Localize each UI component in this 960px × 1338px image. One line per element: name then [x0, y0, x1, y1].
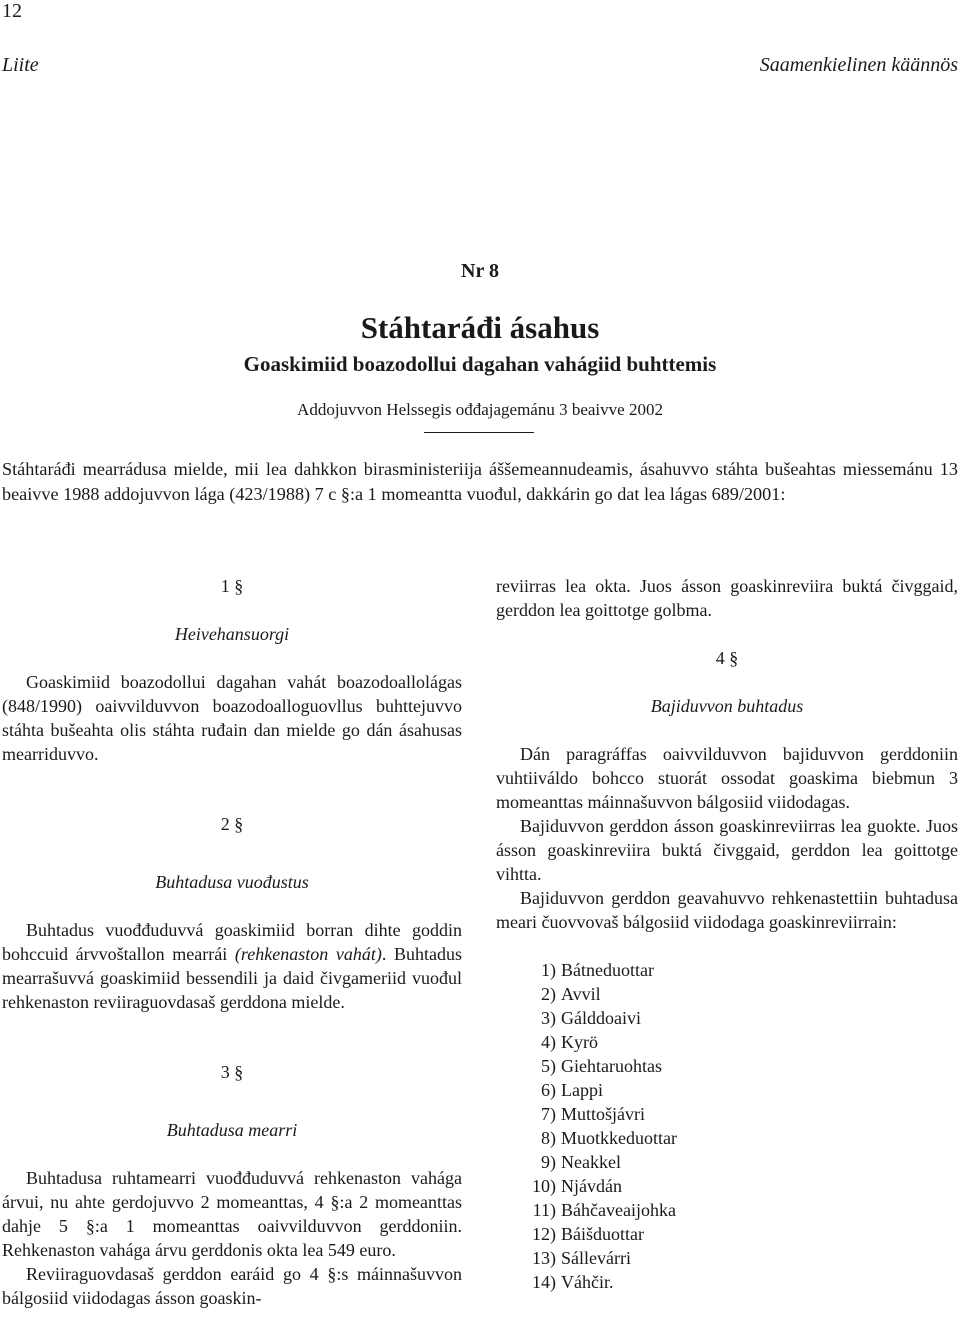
- preamble: Stáhtaráđi mearrádusa mielde, mii lea dahkkon birasministeriija áššemeannudeamis, ásahuvvo stáhta bušeahtas miessemánu 13 beaivve 1988 addojuvvon lága (423/1988) 7 c §:a 1 momeantta vuođul, dakkárin go dat lea lágas 689/2001:: [2, 459, 958, 504]
- section-2-text-a: Buhtadus vuođđuduvvá goaskimiid borran dihte goddin bohccuid árvvoštallon mearrái: [2, 920, 462, 964]
- section-4-para-3: Bajiduvvon gerddon geavahuvvo rehkenastettiin buhtadusa meari čuovvovaš bálgosiid viidodaga goaskinreviirrain:: [496, 888, 958, 932]
- decree-subtitle: Goaskimiid boazodollui dagahan vahágiid buhttemis: [243, 352, 717, 376]
- list-item: 10) Njávdán: [532, 1176, 622, 1196]
- list-item: 13) Sállevárri: [532, 1248, 631, 1268]
- list-item: 14) Váhčir.: [532, 1272, 614, 1292]
- decree-given-date: Addojuvvon Helssegis ođđajagemánu 3 beaivve 2002: [297, 400, 663, 419]
- column-left: [2, 574, 462, 1310]
- title-rule: [424, 432, 534, 433]
- list-item: 1) Bátneduottar: [541, 960, 654, 980]
- section-3-para-2: Reviiraguovdasaš gerddon earáid go 4 §:s máinnašuvvon bálgosiid viidodagas ásson goaskin-: [2, 1264, 462, 1308]
- section-2-title: Buhtadusa vuođustus: [155, 872, 309, 892]
- column-right: [496, 574, 958, 1294]
- section-3-para-2-continued: reviirras lea okta. Juos ásson goaskinreviira buktá čivggaid, gerddon lea goittotge golbma.: [496, 576, 958, 620]
- decree-title: Stáhtaráđi ásahus: [360, 310, 600, 345]
- decree-number: Nr 8: [461, 260, 499, 282]
- district-list: [496, 958, 958, 1294]
- list-item: 4) Kyrö: [541, 1032, 598, 1052]
- section-2-text-b: . Buhtadus mearrašuvvá goaskimiid bessendili ja daid čivgameriid vuođul rehkenaston reviiraguovdasaš gerddona mielde.: [2, 944, 462, 1012]
- header-left: Liite: [2, 54, 39, 76]
- section-4-number: 4 §: [715, 648, 739, 668]
- list-item: 8) Muotkkeduottar: [541, 1128, 677, 1148]
- list-item: 2) Avvil: [541, 984, 601, 1004]
- list-item: 12) Báišduottar: [532, 1224, 644, 1244]
- page-number: 12: [2, 0, 22, 22]
- list-item: 7) Muttošjávri: [541, 1104, 645, 1124]
- section-1-title: Heivehansuorgi: [174, 624, 290, 644]
- section-1-number: 1 §: [220, 576, 244, 596]
- list-item: 6) Lappi: [541, 1080, 603, 1100]
- section-3-title: Buhtadusa mearri: [166, 1120, 298, 1140]
- section-4-para-2: Bajiduvvon gerddon ásson goaskinreviirras lea guokte. Juos ásson goaskinreviira buktá čivggaid, gerddon lea goittotge vihtta.: [496, 816, 958, 884]
- section-2-text: [2, 918, 462, 1014]
- section-1-text: Goaskimiid boazodollui dagahan vahát boazodoallolágas (848/1990) oaivvilduvvon boazodoalloguovllus buhttejuvvo stáhta bušeahta olis stáhta ruđain dan mielde go dán ásahusas mearriduvvo.: [2, 672, 462, 764]
- header-right: Saamenkielinen käännös: [759, 54, 958, 76]
- section-2-text-italic: (rehkenaston vahát): [234, 944, 382, 964]
- section-4-para-1: Dán paragráffas oaivvilduvvon bajiduvvon gerddoniin vuhtiiváldo bohcco stuorát ossodat goaskima biebmun 3 momeanttas máinnašuvvon bálgosiid viidodagas.: [496, 744, 958, 812]
- list-item: 11) Báhčaveaijohka: [532, 1200, 676, 1220]
- section-3-number: 3 §: [220, 1062, 244, 1082]
- list-item: 3) Gálddoaivi: [541, 1008, 641, 1028]
- section-3-para-1: Buhtadusa ruhtamearri vuođđuduvvá rehkenaston vahága árvui, nu ahte gerdojuvvo 2 momeanttas, 4 §:a 2 momeanttas dahje 5 §:a 1 momeanttas oaivvilduvvon gerddoniin. Rehkenaston vahága árvu gerddonis okta lea 549 euro.: [2, 1168, 462, 1260]
- list-item: 9) Neakkel: [541, 1152, 621, 1172]
- list-item: 5) Giehtaruohtas: [541, 1056, 662, 1076]
- section-4-title: Bajiduvvon buhtadus: [650, 696, 804, 716]
- section-2-number: 2 §: [220, 814, 244, 834]
